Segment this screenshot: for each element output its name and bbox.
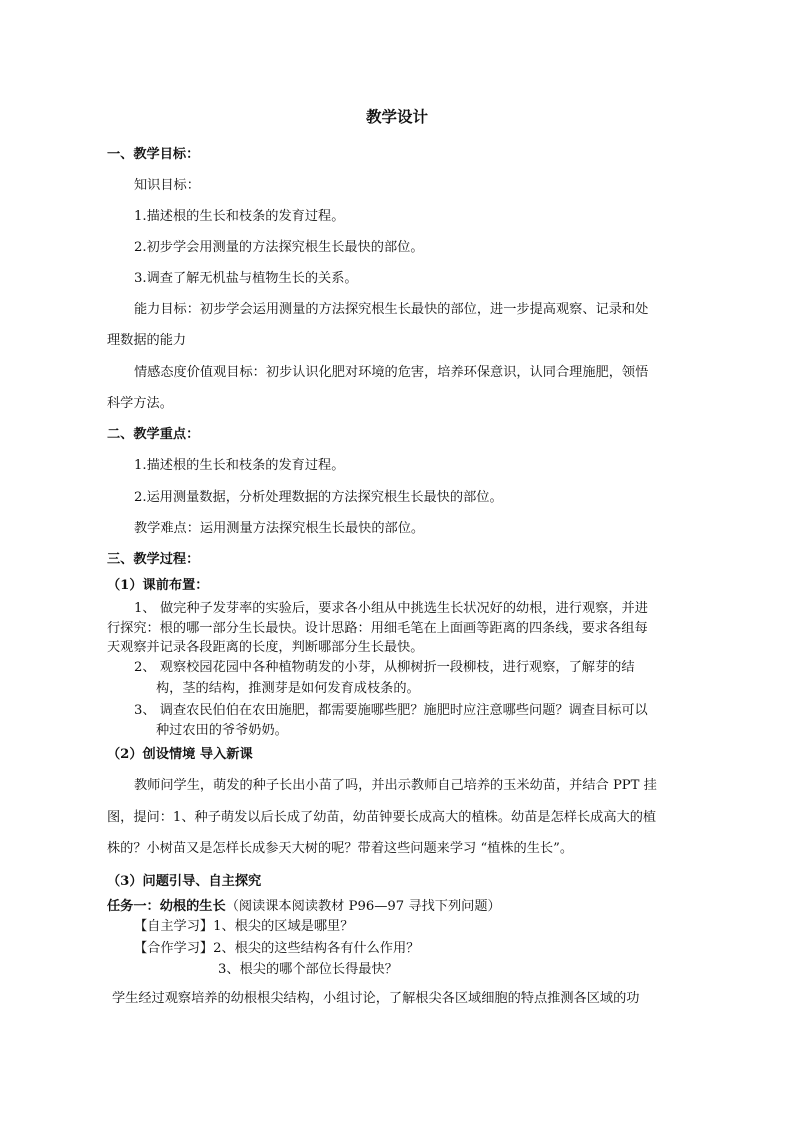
knowledge-label: 知识目标： <box>134 178 200 193</box>
section-heading-key-points: 二、教学重点： <box>107 427 200 442</box>
part1-item1-line1: 做完种子发芽率的实验后，要求各小组从中挑选生长状况好的幼根，进行观察，并进 <box>160 601 648 616</box>
part1-item1-num: 1、 <box>134 601 156 616</box>
part1-item3-line1: 3、 调查农民伯伯在农田施肥，都需要施哪些肥？施肥时应注意哪些问题？调查目标可以 <box>134 703 648 718</box>
part2-line2: 图，提问：1、种子萌发以后长成了幼苗，幼苗钟要长成高大的植株。幼苗是怎样长成高大的植 <box>107 810 657 825</box>
self-study-line <box>134 918 353 936</box>
difficulty-line: 教学难点：运用测量方法探究根生长最快的部位。 <box>134 521 425 536</box>
self-study-label: 【自主学习】 <box>134 919 214 934</box>
part1-item2-line1: 2、 观察校园花园中各种植物萌发的小芽，从柳树折一段柳枝，进行观察，了解芽的结 <box>134 660 635 675</box>
question-2: 2、根尖的这些结构各有什么作用？ <box>213 941 420 956</box>
ability-line-2: 理数据的能力 <box>107 333 187 348</box>
section-heading-process: 三、教学过程： <box>107 552 200 567</box>
page-title: 教学设计 <box>365 107 428 126</box>
part2-heading: （2）创设情境 导入新课 <box>107 747 253 762</box>
emotion-line-2: 科学方法。 <box>107 396 173 411</box>
emotion-line-1: 情感态度价值观目标：初步认识化肥对环境的危害，培养环保意识，认同合理施肥，领悟 <box>134 365 649 380</box>
coop-study-label: 【合作学习】 <box>134 941 214 956</box>
part1-item1-line3: 天观察并记录各段距离的长度，判断哪部分生长最快。 <box>107 640 424 655</box>
part3-last-line: 学生经过观察培养的幼根根尖结构，小组讨论，了解根尖各区域细胞的特点推测各区域的功 <box>112 991 640 1006</box>
part2-line3: 株的？小树苗又是怎样长成参天大树的呢？带着这些问题来学习 “植株的生长”。 <box>107 841 574 856</box>
objective-item-2: 2.初步学会用测量的方法探究根生长最快的部位。 <box>134 240 424 255</box>
section-heading-objectives: 一、教学目标： <box>107 147 200 162</box>
question-1: 1、根尖的区域是哪里？ <box>213 919 354 934</box>
question-3: 3、根尖的哪个部位长得最快？ <box>218 962 398 977</box>
part1-heading: （1）课前布置： <box>107 578 209 593</box>
key-point-2: 2.运用测量数据，分析处理数据的方法探究根生长最快的部位。 <box>134 490 503 505</box>
part1-item3-line2: 种过农田的爷爷奶奶。 <box>156 723 288 738</box>
part1-item1-line2: 行探究：根的哪一部分生长最快。设计思路：用细毛笔在上面画等距离的四条线，要求各组每 <box>107 621 648 636</box>
key-point-1: 1.描述根的生长和枝条的发育过程。 <box>134 458 345 473</box>
coop-study-line <box>134 940 419 958</box>
objective-item-3: 3.调查了解无机盐与植物生长的关系。 <box>134 271 358 286</box>
task-one-line <box>107 898 501 916</box>
part2-line1: 教师问学生，萌发的种子长出小苗了吗，并出示教师自己培养的玉米幼苗，并结合 PPT 挂 <box>134 778 657 793</box>
ability-line-1: 能力目标：初步学会运用测量的方法探究根生长最快的部位，进一步提高观察、记录和处 <box>134 302 649 317</box>
part1-item2-line2: 构，茎的结构，推测芽是如何发育成枝条的。 <box>156 681 420 696</box>
task-one-note: （阅读课本阅读教材 P96—97 寻找下列问题） <box>225 899 501 914</box>
part3-heading: （3）问题引导、自主探究 <box>107 874 262 889</box>
objective-item-1: 1.描述根的生长和枝条的发育过程。 <box>134 209 345 224</box>
task-one-label: 任务一：幼根的生长 <box>107 899 226 914</box>
